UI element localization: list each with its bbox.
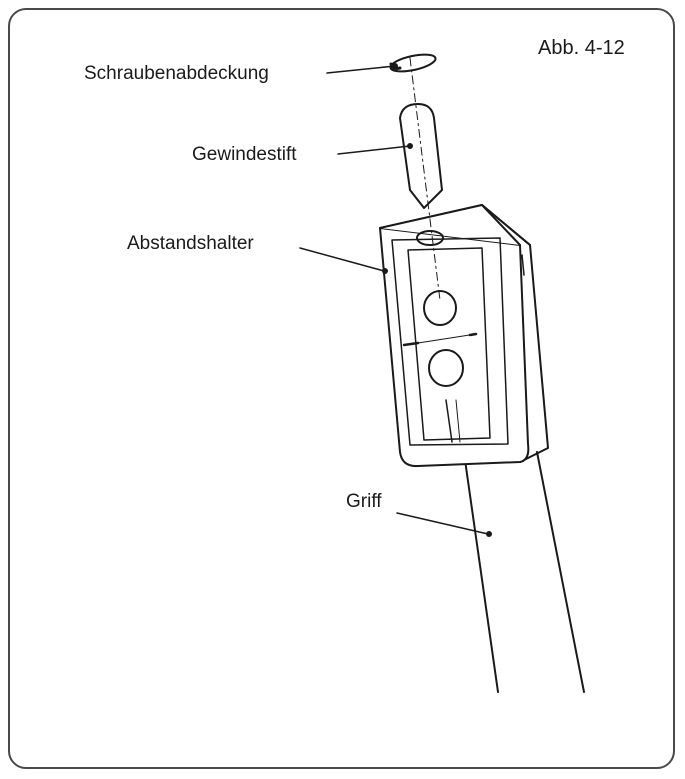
label-handle: Griff	[346, 491, 382, 512]
label-screw-cover: Schraubenabdeckung	[84, 63, 269, 84]
label-spacer: Abstandshalter	[127, 233, 254, 254]
label-grub-screw: Gewindestift	[192, 144, 297, 165]
handle	[465, 452, 584, 692]
spacer	[380, 205, 548, 466]
screw-cover	[389, 51, 437, 74]
grub-screw	[400, 104, 442, 208]
figure-label: Abb. 4-12	[538, 37, 625, 59]
